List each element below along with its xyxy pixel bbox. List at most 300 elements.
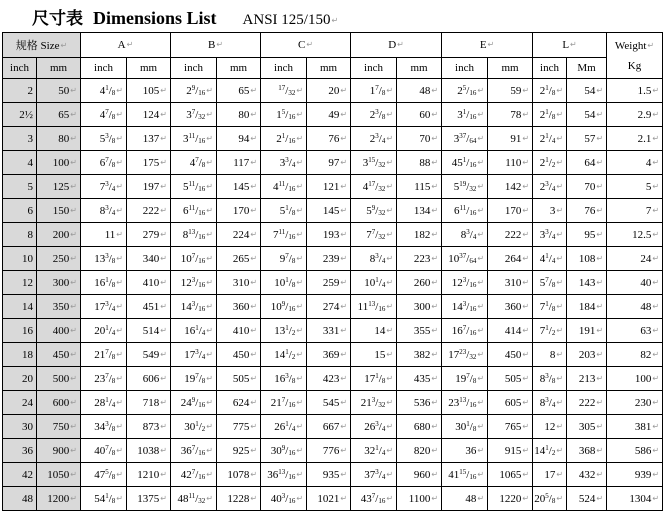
cell-b-mm: 80↵ <box>217 103 261 127</box>
cell-c-in: $1^5/_{16}↵$ <box>261 103 307 127</box>
cell-size-mm: 125↵ <box>37 175 81 199</box>
unit-header-row <box>3 58 663 79</box>
table-row <box>3 247 663 271</box>
cell-a-mm: 606↵ <box>127 367 171 391</box>
group-header-l: L↵ <box>533 33 607 58</box>
cell-d-in: $10^1/_4↵$ <box>351 271 397 295</box>
cell-d-mm: 60↵ <box>397 103 442 127</box>
cell-b-in: $14^3/_{16}↵$ <box>171 295 217 319</box>
unit-header: mm <box>127 58 171 79</box>
group-header-c: C↵ <box>261 33 351 58</box>
cell-e-mm: 310↵ <box>488 271 533 295</box>
cell-a-mm: 279↵ <box>127 223 171 247</box>
cell-d-in: 14↵ <box>351 319 397 343</box>
cell-d-in: $3^{15}/_{32}↵$ <box>351 151 397 175</box>
cell-e-in: $10^{37}/_{64}↵$ <box>442 247 488 271</box>
cell-size-in: 42 <box>3 463 37 487</box>
unit-header: inch <box>261 58 307 79</box>
cell-e-mm: 59↵ <box>488 79 533 103</box>
cell-d-mm: 435↵ <box>397 367 442 391</box>
cell-a-in: $16^1/_8↵$ <box>81 271 127 295</box>
cell-e-mm: 91↵ <box>488 127 533 151</box>
cell-d-mm: 70↵ <box>397 127 442 151</box>
cell-l-in: 17↵ <box>533 463 567 487</box>
cell-size-in: 30 <box>3 415 37 439</box>
cell-a-in: $7^3/_4↵$ <box>81 175 127 199</box>
cell-b-in: $36^7/_{16}↵$ <box>171 439 217 463</box>
cell-e-in: $45^1/_{16}↵$ <box>442 151 488 175</box>
cell-e-mm: 360↵ <box>488 295 533 319</box>
cell-b-in: $2^9/_{16}↵$ <box>171 79 217 103</box>
cell-a-in: $21^7/_8↵$ <box>81 343 127 367</box>
cell-a-mm: 222↵ <box>127 199 171 223</box>
cell-l-in: $8^3/_8↵$ <box>533 367 567 391</box>
cell-c-mm: 935↵ <box>307 463 351 487</box>
cell-b-mm: 410↵ <box>217 319 261 343</box>
cell-a-mm: 1038↵ <box>127 439 171 463</box>
cell-weight: 48↵ <box>607 295 663 319</box>
cell-b-in: $17^3/_4↵$ <box>171 343 217 367</box>
cell-e-in: $23^{13}/_{16}↵$ <box>442 391 488 415</box>
cell-d-mm: 680↵ <box>397 415 442 439</box>
cell-d-in: $4^{17}/_{32}↵$ <box>351 175 397 199</box>
table-row <box>3 127 663 151</box>
cell-size-mm: 750↵ <box>37 415 81 439</box>
cell-l-mm: 191↵ <box>567 319 607 343</box>
cell-c-in: $10^1/_8↵$ <box>261 271 307 295</box>
cell-b-mm: 265↵ <box>217 247 261 271</box>
cell-b-in: $19^7/_8↵$ <box>171 367 217 391</box>
cell-a-in: $47^5/_8↵$ <box>81 463 127 487</box>
cell-e-in: $6^{11}/_{16}↵$ <box>442 199 488 223</box>
table-row <box>3 487 663 511</box>
cell-l-mm: 184↵ <box>567 295 607 319</box>
unit-header: inch <box>351 58 397 79</box>
table-row <box>3 103 663 127</box>
cell-b-mm: 624↵ <box>217 391 261 415</box>
cell-d-in: $2^3/_4↵$ <box>351 127 397 151</box>
dimensions-table <box>2 32 663 511</box>
cell-c-in: $30^9/_{16}↵$ <box>261 439 307 463</box>
cell-a-mm: 124↵ <box>127 103 171 127</box>
cell-c-mm: 259↵ <box>307 271 351 295</box>
cell-b-mm: 94↵ <box>217 127 261 151</box>
cell-size-mm: 250↵ <box>37 247 81 271</box>
cell-e-in: $14^3/_{16}↵$ <box>442 295 488 319</box>
cell-c-in: $36^{13}/_{16}↵$ <box>261 463 307 487</box>
table-row <box>3 271 663 295</box>
table-row <box>3 223 663 247</box>
cell-a-in: $28^1/_4↵$ <box>81 391 127 415</box>
cell-e-in: 48↵ <box>442 487 488 511</box>
unit-header: mm <box>307 58 351 79</box>
cell-a-mm: 175↵ <box>127 151 171 175</box>
cell-e-in: $3^1/_{16}↵$ <box>442 103 488 127</box>
paragraph-mark-icon: ↵ <box>331 16 339 25</box>
cell-size-mm: 600↵ <box>37 391 81 415</box>
cell-e-in: $5^{19}/_{32}↵$ <box>442 175 488 199</box>
table-row <box>3 463 663 487</box>
cell-a-in: $4^1/_8↵$ <box>81 79 127 103</box>
cell-l-mm: 108↵ <box>567 247 607 271</box>
cell-b-in: $5^{11}/_{16}↵$ <box>171 175 217 199</box>
cell-b-mm: 170↵ <box>217 199 261 223</box>
cell-l-mm: 54↵ <box>567 79 607 103</box>
cell-e-in: $2^5/_{16}↵$ <box>442 79 488 103</box>
table-row <box>3 415 663 439</box>
cell-l-mm: 432↵ <box>567 463 607 487</box>
cell-l-in: $2^1/_2↵$ <box>533 151 567 175</box>
cell-l-in: $7^1/_2↵$ <box>533 319 567 343</box>
cell-size-in: 2 <box>3 79 37 103</box>
cell-c-in: $26^1/_4↵$ <box>261 415 307 439</box>
cell-size-mm: 200↵ <box>37 223 81 247</box>
cell-d-in: $5^9/_{32}↵$ <box>351 199 397 223</box>
cell-l-in: 8↵ <box>533 343 567 367</box>
cell-e-mm: 170↵ <box>488 199 533 223</box>
cell-d-mm: 182↵ <box>397 223 442 247</box>
cell-b-mm: 1228↵ <box>217 487 261 511</box>
cell-d-in: $32^1/_4↵$ <box>351 439 397 463</box>
cell-weight: 2.9↵ <box>607 103 663 127</box>
cell-a-in: $34^3/_8↵$ <box>81 415 127 439</box>
unit-header: Mm <box>567 58 607 79</box>
cell-b-in: $30^1/_2↵$ <box>171 415 217 439</box>
cell-d-mm: 88↵ <box>397 151 442 175</box>
cell-weight: 939↵ <box>607 463 663 487</box>
cell-size-mm: 400↵ <box>37 319 81 343</box>
cell-c-in: $2^1/_{16}↵$ <box>261 127 307 151</box>
cell-size-in: 6 <box>3 199 37 223</box>
cell-weight: 82↵ <box>607 343 663 367</box>
cell-size-mm: 1200↵ <box>37 487 81 511</box>
cell-d-in: $2^3/_8↵$ <box>351 103 397 127</box>
cell-l-in: $2^3/_4↵$ <box>533 175 567 199</box>
cell-d-in: $11^{13}/_{16}↵$ <box>351 295 397 319</box>
cell-a-in: $17^3/_4↵$ <box>81 295 127 319</box>
cell-b-mm: 360↵ <box>217 295 261 319</box>
cell-a-mm: 340↵ <box>127 247 171 271</box>
cell-e-mm: 915↵ <box>488 439 533 463</box>
cell-a-mm: 514↵ <box>127 319 171 343</box>
cell-d-mm: 115↵ <box>397 175 442 199</box>
cell-b-mm: 775↵ <box>217 415 261 439</box>
cell-l-mm: 368↵ <box>567 439 607 463</box>
cell-e-mm: 414↵ <box>488 319 533 343</box>
cell-l-in: $5^7/_8↵$ <box>533 271 567 295</box>
cell-c-mm: 76↵ <box>307 127 351 151</box>
cell-c-mm: 545↵ <box>307 391 351 415</box>
cell-e-mm: 222↵ <box>488 223 533 247</box>
cell-size-mm: 50↵ <box>37 79 81 103</box>
table-row <box>3 343 663 367</box>
cell-c-mm: 121↵ <box>307 175 351 199</box>
cell-size-in: 36 <box>3 439 37 463</box>
table-body <box>3 79 663 511</box>
table-row <box>3 319 663 343</box>
cell-d-in: $37^3/_4↵$ <box>351 463 397 487</box>
cell-l-mm: 57↵ <box>567 127 607 151</box>
group-header-b: B↵ <box>171 33 261 58</box>
cell-d-mm: 48↵ <box>397 79 442 103</box>
cell-d-in: 15↵ <box>351 343 397 367</box>
cell-b-in: $4^7/_8↵$ <box>171 151 217 175</box>
cell-d-mm: 260↵ <box>397 271 442 295</box>
weight-header: Weight↵ Kg <box>607 33 663 79</box>
cell-d-in: $43^7/_{16}↵$ <box>351 487 397 511</box>
cell-size-mm: 450↵ <box>37 343 81 367</box>
size-header: 规格 Size↵ <box>3 33 81 58</box>
cell-b-in: $48^{11}/_{32}↵$ <box>171 487 217 511</box>
cell-size-mm: 900↵ <box>37 439 81 463</box>
cell-l-mm: 54↵ <box>567 103 607 127</box>
cell-d-in: $1^7/_8↵$ <box>351 79 397 103</box>
cell-e-mm: 110↵ <box>488 151 533 175</box>
cell-weight: 40↵ <box>607 271 663 295</box>
cell-b-in: $3^7/_{32}↵$ <box>171 103 217 127</box>
unit-header: mm <box>217 58 261 79</box>
cell-d-in: $8^3/_4↵$ <box>351 247 397 271</box>
cell-a-mm: 410↵ <box>127 271 171 295</box>
cell-l-in: $20^5/_8↵$ <box>533 487 567 511</box>
cell-d-mm: 536↵ <box>397 391 442 415</box>
cell-c-mm: 331↵ <box>307 319 351 343</box>
cell-b-in: $12^3/_{16}↵$ <box>171 271 217 295</box>
cell-size-mm: 150↵ <box>37 199 81 223</box>
cell-c-in: $13^1/_2↵$ <box>261 319 307 343</box>
cell-weight: 230↵ <box>607 391 663 415</box>
cell-weight: 4↵ <box>607 151 663 175</box>
cell-a-mm: 1375↵ <box>127 487 171 511</box>
cell-l-in: 12↵ <box>533 415 567 439</box>
cell-a-mm: 873↵ <box>127 415 171 439</box>
cell-l-mm: 524↵ <box>567 487 607 511</box>
cell-e-mm: 78↵ <box>488 103 533 127</box>
cell-c-mm: 369↵ <box>307 343 351 367</box>
title-english: Dimensions List <box>93 8 217 28</box>
cell-c-in: $21^7/_{16}↵$ <box>261 391 307 415</box>
cell-a-in: $6^7/_8↵$ <box>81 151 127 175</box>
cell-a-mm: 1210↵ <box>127 463 171 487</box>
cell-weight: 586↵ <box>607 439 663 463</box>
cell-c-mm: 1021↵ <box>307 487 351 511</box>
cell-l-mm: 95↵ <box>567 223 607 247</box>
cell-a-in: $5^3/_8↵$ <box>81 127 127 151</box>
cell-c-in: $14^1/_2↵$ <box>261 343 307 367</box>
cell-c-in: $10^9/_{16}↵$ <box>261 295 307 319</box>
cell-d-in: $26^3/_4↵$ <box>351 415 397 439</box>
table-row <box>3 151 663 175</box>
cell-size-in: 10 <box>3 247 37 271</box>
table-row <box>3 199 663 223</box>
title-standard: ANSI 125/150 <box>242 12 331 28</box>
table-row <box>3 367 663 391</box>
cell-b-mm: 145↵ <box>217 175 261 199</box>
table-row <box>3 175 663 199</box>
cell-size-in: 4 <box>3 151 37 175</box>
cell-l-mm: 213↵ <box>567 367 607 391</box>
cell-l-in: $2^1/_4↵$ <box>533 127 567 151</box>
cell-e-mm: 1065↵ <box>488 463 533 487</box>
cell-weight: 12.5↵ <box>607 223 663 247</box>
cell-e-in: $16^7/_{16}↵$ <box>442 319 488 343</box>
cell-size-mm: 500↵ <box>37 367 81 391</box>
cell-size-mm: 80↵ <box>37 127 81 151</box>
cell-a-in: $8^3/_4↵$ <box>81 199 127 223</box>
document-title <box>32 4 338 28</box>
table-row <box>3 295 663 319</box>
cell-l-in: $14^1/_2↵$ <box>533 439 567 463</box>
table-row <box>3 79 663 103</box>
cell-e-mm: 505↵ <box>488 367 533 391</box>
cell-weight: 2.1↵ <box>607 127 663 151</box>
cell-weight: 1304↵ <box>607 487 663 511</box>
cell-weight: 1.5↵ <box>607 79 663 103</box>
cell-e-in: $19^7/_8↵$ <box>442 367 488 391</box>
unit-header: mm <box>37 58 81 79</box>
cell-a-in: $20^1/_4↵$ <box>81 319 127 343</box>
cell-c-mm: 274↵ <box>307 295 351 319</box>
cell-a-mm: 137↵ <box>127 127 171 151</box>
cell-a-in: $54^1/_8↵$ <box>81 487 127 511</box>
cell-l-mm: 222↵ <box>567 391 607 415</box>
cell-b-in: $8^{13}/_{16}↵$ <box>171 223 217 247</box>
cell-size-mm: 300↵ <box>37 271 81 295</box>
cell-weight: 381↵ <box>607 415 663 439</box>
cell-e-in: $41^{15}/_{16}↵$ <box>442 463 488 487</box>
cell-b-mm: 1078↵ <box>217 463 261 487</box>
cell-e-mm: 264↵ <box>488 247 533 271</box>
cell-b-in: $3^{11}/_{16}↵$ <box>171 127 217 151</box>
cell-e-mm: 142↵ <box>488 175 533 199</box>
cell-a-in: $13^3/_8↵$ <box>81 247 127 271</box>
group-header-d: D↵ <box>351 33 442 58</box>
cell-c-mm: 97↵ <box>307 151 351 175</box>
cell-size-mm: 350↵ <box>37 295 81 319</box>
cell-weight: 100↵ <box>607 367 663 391</box>
cell-b-in: $6^{11}/_{16}↵$ <box>171 199 217 223</box>
cell-d-in: $21^3/_{32}↵$ <box>351 391 397 415</box>
cell-a-in: $40^7/_8↵$ <box>81 439 127 463</box>
unit-header: inch <box>81 58 127 79</box>
cell-size-in: 24 <box>3 391 37 415</box>
cell-d-mm: 355↵ <box>397 319 442 343</box>
cell-l-mm: 305↵ <box>567 415 607 439</box>
cell-e-in: $17^{23}/_{32}↵$ <box>442 343 488 367</box>
cell-size-mm: 100↵ <box>37 151 81 175</box>
unit-header: mm <box>397 58 442 79</box>
cell-d-mm: 223↵ <box>397 247 442 271</box>
cell-c-mm: 776↵ <box>307 439 351 463</box>
title-chinese: 尺寸表 <box>32 9 83 29</box>
cell-a-mm: 105↵ <box>127 79 171 103</box>
cell-c-in: $3^3/_4↵$ <box>261 151 307 175</box>
cell-c-mm: 239↵ <box>307 247 351 271</box>
cell-b-in: $42^7/_{16}↵$ <box>171 463 217 487</box>
cell-size-mm: 65↵ <box>37 103 81 127</box>
cell-c-in: $7^{11}/_{16}↵$ <box>261 223 307 247</box>
unit-header: inch <box>3 58 37 79</box>
group-header-row <box>3 33 663 58</box>
group-header-a: A↵ <box>81 33 171 58</box>
cell-b-mm: 925↵ <box>217 439 261 463</box>
cell-c-mm: 20↵ <box>307 79 351 103</box>
cell-l-in: $2^1/_8↵$ <box>533 79 567 103</box>
cell-c-in: $9^7/_8↵$ <box>261 247 307 271</box>
table-row <box>3 391 663 415</box>
cell-e-mm: 605↵ <box>488 391 533 415</box>
cell-size-in: 20 <box>3 367 37 391</box>
cell-weight: 5↵ <box>607 175 663 199</box>
cell-l-mm: 64↵ <box>567 151 607 175</box>
cell-size-in: 5 <box>3 175 37 199</box>
unit-header: inch <box>171 58 217 79</box>
cell-size-in: 48 <box>3 487 37 511</box>
cell-size-in: 2½ <box>3 103 37 127</box>
cell-e-in: $3^{37}/_{64}↵$ <box>442 127 488 151</box>
cell-c-mm: 423↵ <box>307 367 351 391</box>
cell-c-mm: 667↵ <box>307 415 351 439</box>
cell-b-mm: 224↵ <box>217 223 261 247</box>
cell-a-mm: 197↵ <box>127 175 171 199</box>
cell-b-mm: 65↵ <box>217 79 261 103</box>
cell-a-mm: 549↵ <box>127 343 171 367</box>
cell-c-in: $5^1/_8↵$ <box>261 199 307 223</box>
cell-d-mm: 382↵ <box>397 343 442 367</box>
cell-weight: 24↵ <box>607 247 663 271</box>
cell-b-mm: 450↵ <box>217 343 261 367</box>
cell-d-mm: 300↵ <box>397 295 442 319</box>
cell-c-mm: 193↵ <box>307 223 351 247</box>
cell-l-in: $3^3/_4↵$ <box>533 223 567 247</box>
cell-b-in: $10^7/_{16}↵$ <box>171 247 217 271</box>
cell-b-mm: 117↵ <box>217 151 261 175</box>
cell-e-in: $8^3/_4↵$ <box>442 223 488 247</box>
cell-c-mm: 145↵ <box>307 199 351 223</box>
cell-d-mm: 820↵ <box>397 439 442 463</box>
cell-b-mm: 505↵ <box>217 367 261 391</box>
cell-a-in: 11↵ <box>81 223 127 247</box>
cell-a-mm: 718↵ <box>127 391 171 415</box>
cell-e-in: 36↵ <box>442 439 488 463</box>
cell-l-in: 3↵ <box>533 199 567 223</box>
cell-c-in: $4^{11}/_{16}↵$ <box>261 175 307 199</box>
cell-l-mm: 143↵ <box>567 271 607 295</box>
cell-l-mm: 70↵ <box>567 175 607 199</box>
cell-weight: 63↵ <box>607 319 663 343</box>
unit-header: inch <box>533 58 567 79</box>
cell-c-in: $40^3/_{16}↵$ <box>261 487 307 511</box>
cell-b-in: $16^1/_4↵$ <box>171 319 217 343</box>
unit-header: inch <box>442 58 488 79</box>
cell-l-mm: 203↵ <box>567 343 607 367</box>
cell-size-mm: 1050↵ <box>37 463 81 487</box>
cell-b-in: $24^9/_{16}↵$ <box>171 391 217 415</box>
cell-d-in: $7^7/_{32}↵$ <box>351 223 397 247</box>
cell-l-in: $4^1/_4↵$ <box>533 247 567 271</box>
cell-l-in: $7^1/_8↵$ <box>533 295 567 319</box>
cell-e-mm: 1220↵ <box>488 487 533 511</box>
cell-size-in: 14 <box>3 295 37 319</box>
cell-d-mm: 134↵ <box>397 199 442 223</box>
cell-d-mm: 1100↵ <box>397 487 442 511</box>
cell-a-in: $23^7/_8↵$ <box>81 367 127 391</box>
cell-e-in: $12^3/_{16}↵$ <box>442 271 488 295</box>
cell-l-in: $2^1/_8↵$ <box>533 103 567 127</box>
cell-c-in: $16^3/_8↵$ <box>261 367 307 391</box>
cell-size-in: 16 <box>3 319 37 343</box>
cell-size-in: 18 <box>3 343 37 367</box>
